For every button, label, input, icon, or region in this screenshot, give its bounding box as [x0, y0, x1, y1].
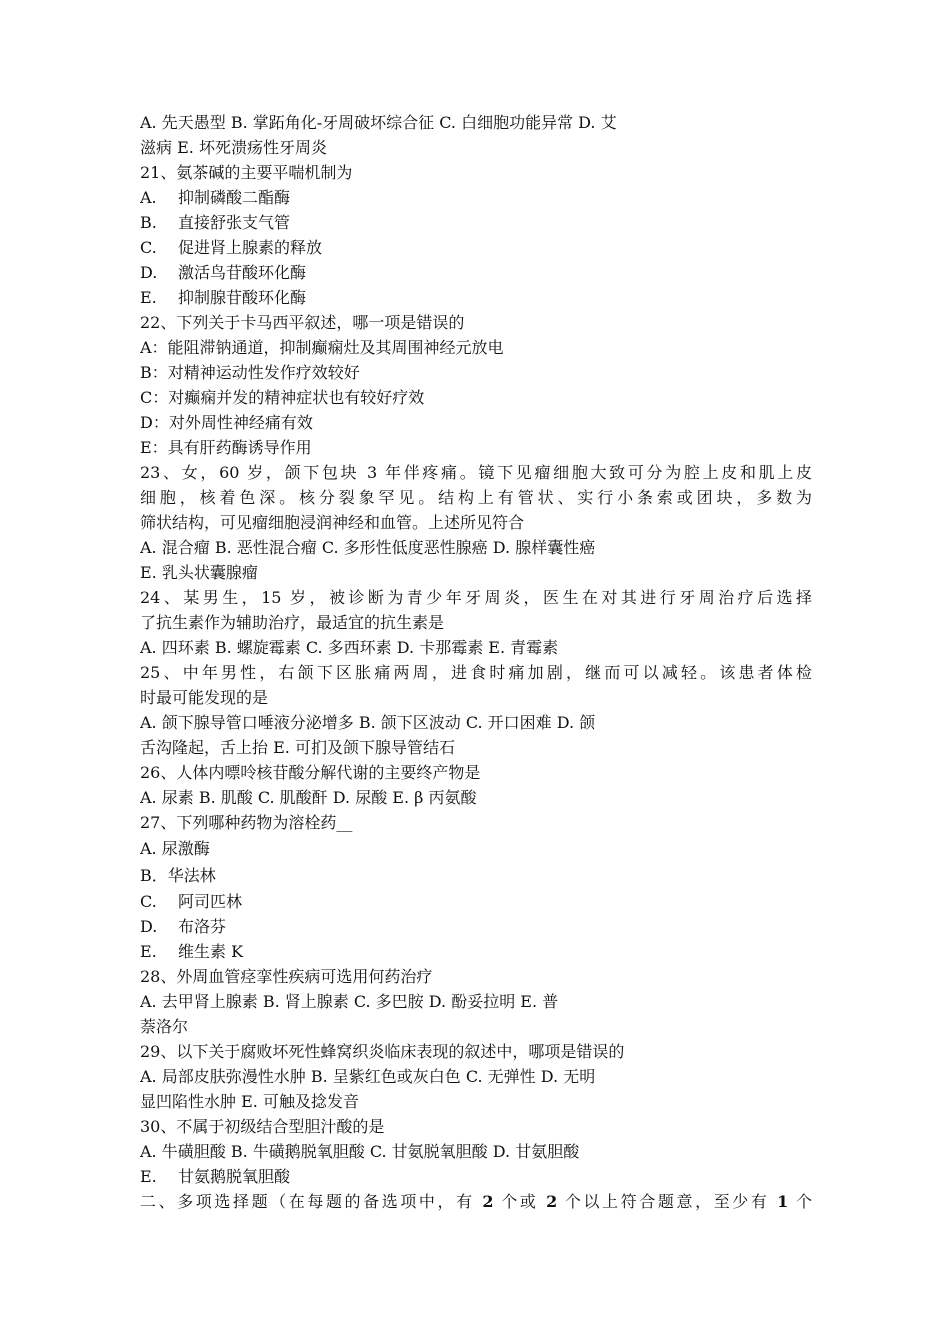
option-e: E：具有肝药酶诱导作用 — [140, 438, 312, 457]
text-line: 了抗生素作为辅助治疗，最适宜的抗生素是 — [140, 613, 445, 632]
question-28: 28、外周血管痉挛性疾病可选用何药治疗 — [140, 967, 433, 986]
question-26: 26、人体内嘌呤核苷酸分解代谢的主要终产物是 — [140, 763, 481, 782]
question-27: 27、下列哪种药物为溶栓药__ — [140, 813, 353, 832]
question-24: 24、某男生，15 岁，被诊断为青少年牙周炎，医生在对其进行牙周治疗后选择 — [140, 588, 812, 607]
document-page — [140, 110, 812, 1214]
text-line: 时最可能发现的是 — [140, 688, 269, 707]
question-25: 25、中年男性，右颌下区胀痛两周，进食时痛加剧，继而可以减轻。该患者体检 — [140, 663, 812, 682]
options-line: A. 颌下腺导管口唾液分泌增多 B. 颌下区波动 C. 开口困难 D. 颌 — [140, 713, 596, 732]
option-c: C：对癫痫并发的精神症状也有较好疗效 — [140, 388, 425, 407]
options-line: A. 尿素 B. 肌酸 C. 肌酸酐 D. 尿酸 E. β 丙氨酸 — [140, 788, 477, 807]
option-a: A. 尿激酶 — [140, 839, 210, 858]
text-line: A. 先天愚型 B. 掌跖角化-牙周破坏综合征 C. 白细胞功能异常 D. 艾 — [140, 113, 617, 132]
text-line: 细胞，核着色深。核分裂象罕见。结构上有管状、实行小条索或团块，多数为 — [140, 488, 812, 507]
option-a: A：能阻滞钠通道，抑制癫痫灶及其周围神经元放电 — [140, 338, 504, 357]
option-d: D. 激活鸟苷酸环化酶 — [140, 263, 307, 282]
option-b: B. 直接舒张支气管 — [140, 213, 291, 232]
question-21: 21、氨茶碱的主要平喘机制为 — [140, 163, 353, 182]
option-b: B：对精神运动性发作疗效较好 — [140, 363, 360, 382]
options-line: A. 混合瘤 B. 恶性混合瘤 C. 多形性低度恶性腺癌 D. 腺样囊性癌 — [140, 538, 596, 557]
option-e: E. 抑制腺苷酸环化酶 — [140, 288, 307, 307]
section-heading: 二、多项选择题（在每题的备选项中，有 2 个或 2 个以上符合题意，至少有 1 个 — [140, 1192, 812, 1211]
text-line: 筛状结构，可见瘤细胞浸润神经和血管。上述所见符合 — [140, 513, 525, 532]
option-d: D：对外周性神经痛有效 — [140, 413, 313, 432]
question-30: 30、不属于初级结合型胆汁酸的是 — [140, 1117, 385, 1136]
options-line: A. 局部皮肤弥漫性水肿 B. 呈紫红色或灰白色 C. 无弹性 D. 无明 — [140, 1067, 596, 1086]
options-line: A. 四环素 B. 螺旋霉素 C. 多西环素 D. 卡那霉素 E. 青霉素 — [140, 638, 559, 657]
options-line: A. 去甲肾上腺素 B. 肾上腺素 C. 多巴胺 D. 酚妥拉明 E. 普 — [140, 992, 559, 1011]
option-c: C. 阿司匹林 — [140, 892, 243, 911]
option-c: C. 促进肾上腺素的释放 — [140, 238, 323, 257]
question-23: 23、女，60 岁，颌下包块 3 年伴疼痛。镜下见瘤细胞大致可分为腔上皮和肌上皮 — [140, 463, 812, 482]
option-e: E. 维生素 K — [140, 942, 244, 961]
option-e: E. 甘氨鹅脱氧胆酸 — [140, 1167, 291, 1186]
option-b: B．华法林 — [140, 866, 216, 885]
options-line: E. 乳头状囊腺瘤 — [140, 563, 258, 582]
options-line: A. 牛磺胆酸 B. 牛磺鹅脱氧胆酸 C. 甘氨脱氧胆酸 D. 甘氨胆酸 — [140, 1142, 580, 1161]
question-29: 29、以下关于腐败坏死性蜂窝织炎临床表现的叙述中，哪项是错误的 — [140, 1042, 625, 1061]
options-line: 舌沟隆起，舌上抬 E. 可扪及颌下腺导管结石 — [140, 738, 455, 757]
text-line: 滋病 E. 坏死溃疡性牙周炎 — [140, 138, 327, 157]
options-line: 萘洛尔 — [140, 1017, 189, 1036]
option-a: A. 抑制磷酸二酯酶 — [140, 188, 291, 207]
question-22: 22、下列关于卡马西平叙述，哪一项是错误的 — [140, 313, 465, 332]
option-d: D. 布洛芬 — [140, 917, 227, 936]
options-line: 显凹陷性水肿 E. 可触及捻发音 — [140, 1092, 359, 1111]
